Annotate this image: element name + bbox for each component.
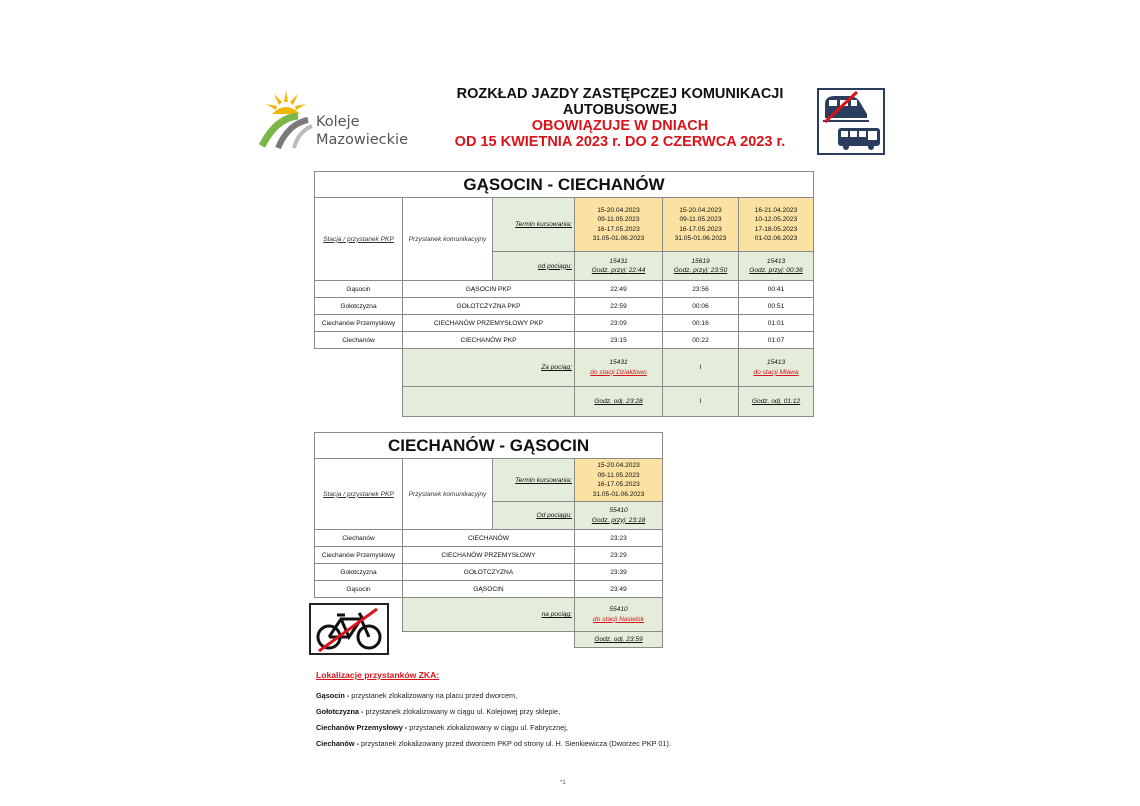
to-train-2-cell: 55410 do stacji Nasielsk [575,598,663,632]
title-line1: ROZKŁAD JAZDY ZASTĘPCZEJ KOMUNIKACJI [456,86,784,102]
title-line2: AUTOBUSOWEJ [562,102,678,118]
valid-line1: OBOWIĄZUJE W DNIACH [531,118,709,134]
schedule-title [400,86,840,150]
table-row: Ciechanów CIECHANÓW PKP 23:15 00:22 01:07 [315,332,814,349]
termin-label: Termin kursowania: [493,198,575,252]
departure-1: Godz. odj. 23:28 [575,387,663,417]
table-row: Gąsocin GĄSOCIN 23:49 [315,581,663,598]
course-1-from-train: 15431 Godz. przyj: 22:44 [575,252,663,281]
list-item: Ciechanów Przemysłowy - przystanek zlokalizowany w ciągu ul. Fabrycznej, [316,723,568,732]
table1-title: GĄSOCIN - CIECHANÓW [315,172,814,198]
table-row: Gołotczyzna GOŁOTCZYZNA PKP 22:59 00:06 00:51 [315,298,814,315]
table-row: Gołotczyzna GOŁOTCZYZNA 23:39 [315,564,663,581]
to-train-3: 15413 do stacji Mława [739,349,814,387]
sun-rails-icon [258,88,314,150]
table-row: Gąsocin GĄSOCIN PKP 22:49 23:56 00:41 [315,281,814,298]
to-train-1: 15431 do stacji Działdowo [575,349,663,387]
from-train-label-2: Od pociągu: [493,502,575,530]
course-dates-2: 15-20.04.2023 09-11.05.2023 16-17.05.2023 31.05-01.06.2023 [575,459,663,502]
bus-icon [838,128,880,150]
departure-2-cell: Godz. odj. 23:59 [575,632,663,648]
departure-3: Godz. odj. 01:12 [739,387,814,417]
to-train-label-2: na pociąg: [403,598,575,632]
to-train-label: Za pociąg: [403,349,575,387]
list-item: Ciechanów - przystanek zlokalizowany przed dworcem PKP od strony ul. H. Sienkiewicza (Dworzec PKP 01). [316,739,671,748]
timetable-gasocin-ciechanow [314,171,814,417]
col-station-header: Stacja / przystanek PKP [315,198,403,281]
table-row: Ciechanów CIECHANÓW 23:23 [315,530,663,547]
course-from-train-2: 55410 Godz. przyj: 23:18 [575,502,663,530]
no-bikes-icon [309,603,389,655]
course-1-dates: 15-20.04.2023 09-11.05.2023 16-17.05.2023 31.05-01.06.2023 [575,198,663,252]
table-row: Ciechanów Przemysłowy CIECHANÓW PRZEMYSŁOWY 23:29 [315,547,663,564]
to-train-2: I [663,349,739,387]
stop-locations-title: Lokalizacje przystanków ZKA: [316,670,440,680]
logo-line2: Mazowieckie [316,132,409,148]
course-2-dates: 15-20.04.2023 09-11.05.2023 16-17.05.2023 31.05-01.06.2023 [663,198,739,252]
course-2-from-train: 15619 Godz. przyj: 23:50 [663,252,739,281]
course-3-dates: 16-21.04.2023 10-12.05.2023 17-18.05.2023 01-02.06.2023 [739,198,814,252]
col-stop-header-2: Przystanek komunikacyjny [403,459,493,530]
logo-line1: Koleje [316,114,360,130]
train-replaced-by-bus-icon [817,88,885,155]
termin-label-2: Termin kursowania: [493,459,575,502]
col-stop-header: Przystanek komunikacyjny [403,198,493,281]
list-item: Gąsocin - przystanek zlokalizowany na placu przed dworcem, [316,691,518,700]
valid-line2: OD 15 KWIETNIA 2023 r. DO 2 CZERWCA 2023 r. [454,134,786,150]
table-row: Ciechanów Przemysłowy CIECHANÓW PRZEMYSŁOWY PKP 23:09 00:16 01:01 [315,315,814,332]
from-train-label: od pociągu: [493,252,575,281]
koleje-mazowieckie-logo [258,88,408,158]
list-item: Gołotczyzna - przystanek zlokalizowany w ciągu ul. Kolejowej przy sklepie, [316,707,561,716]
col-station-header-2: Stacja / przystanek PKP [315,459,403,530]
stop-locations [316,670,876,752]
departure-2: I [663,387,739,417]
table2-title: CIECHANÓW - GĄSOCIN [315,433,663,459]
page-number: *1 [560,780,566,786]
course-3-from-train: 15413 Godz. przyj: 00:36 [739,252,814,281]
